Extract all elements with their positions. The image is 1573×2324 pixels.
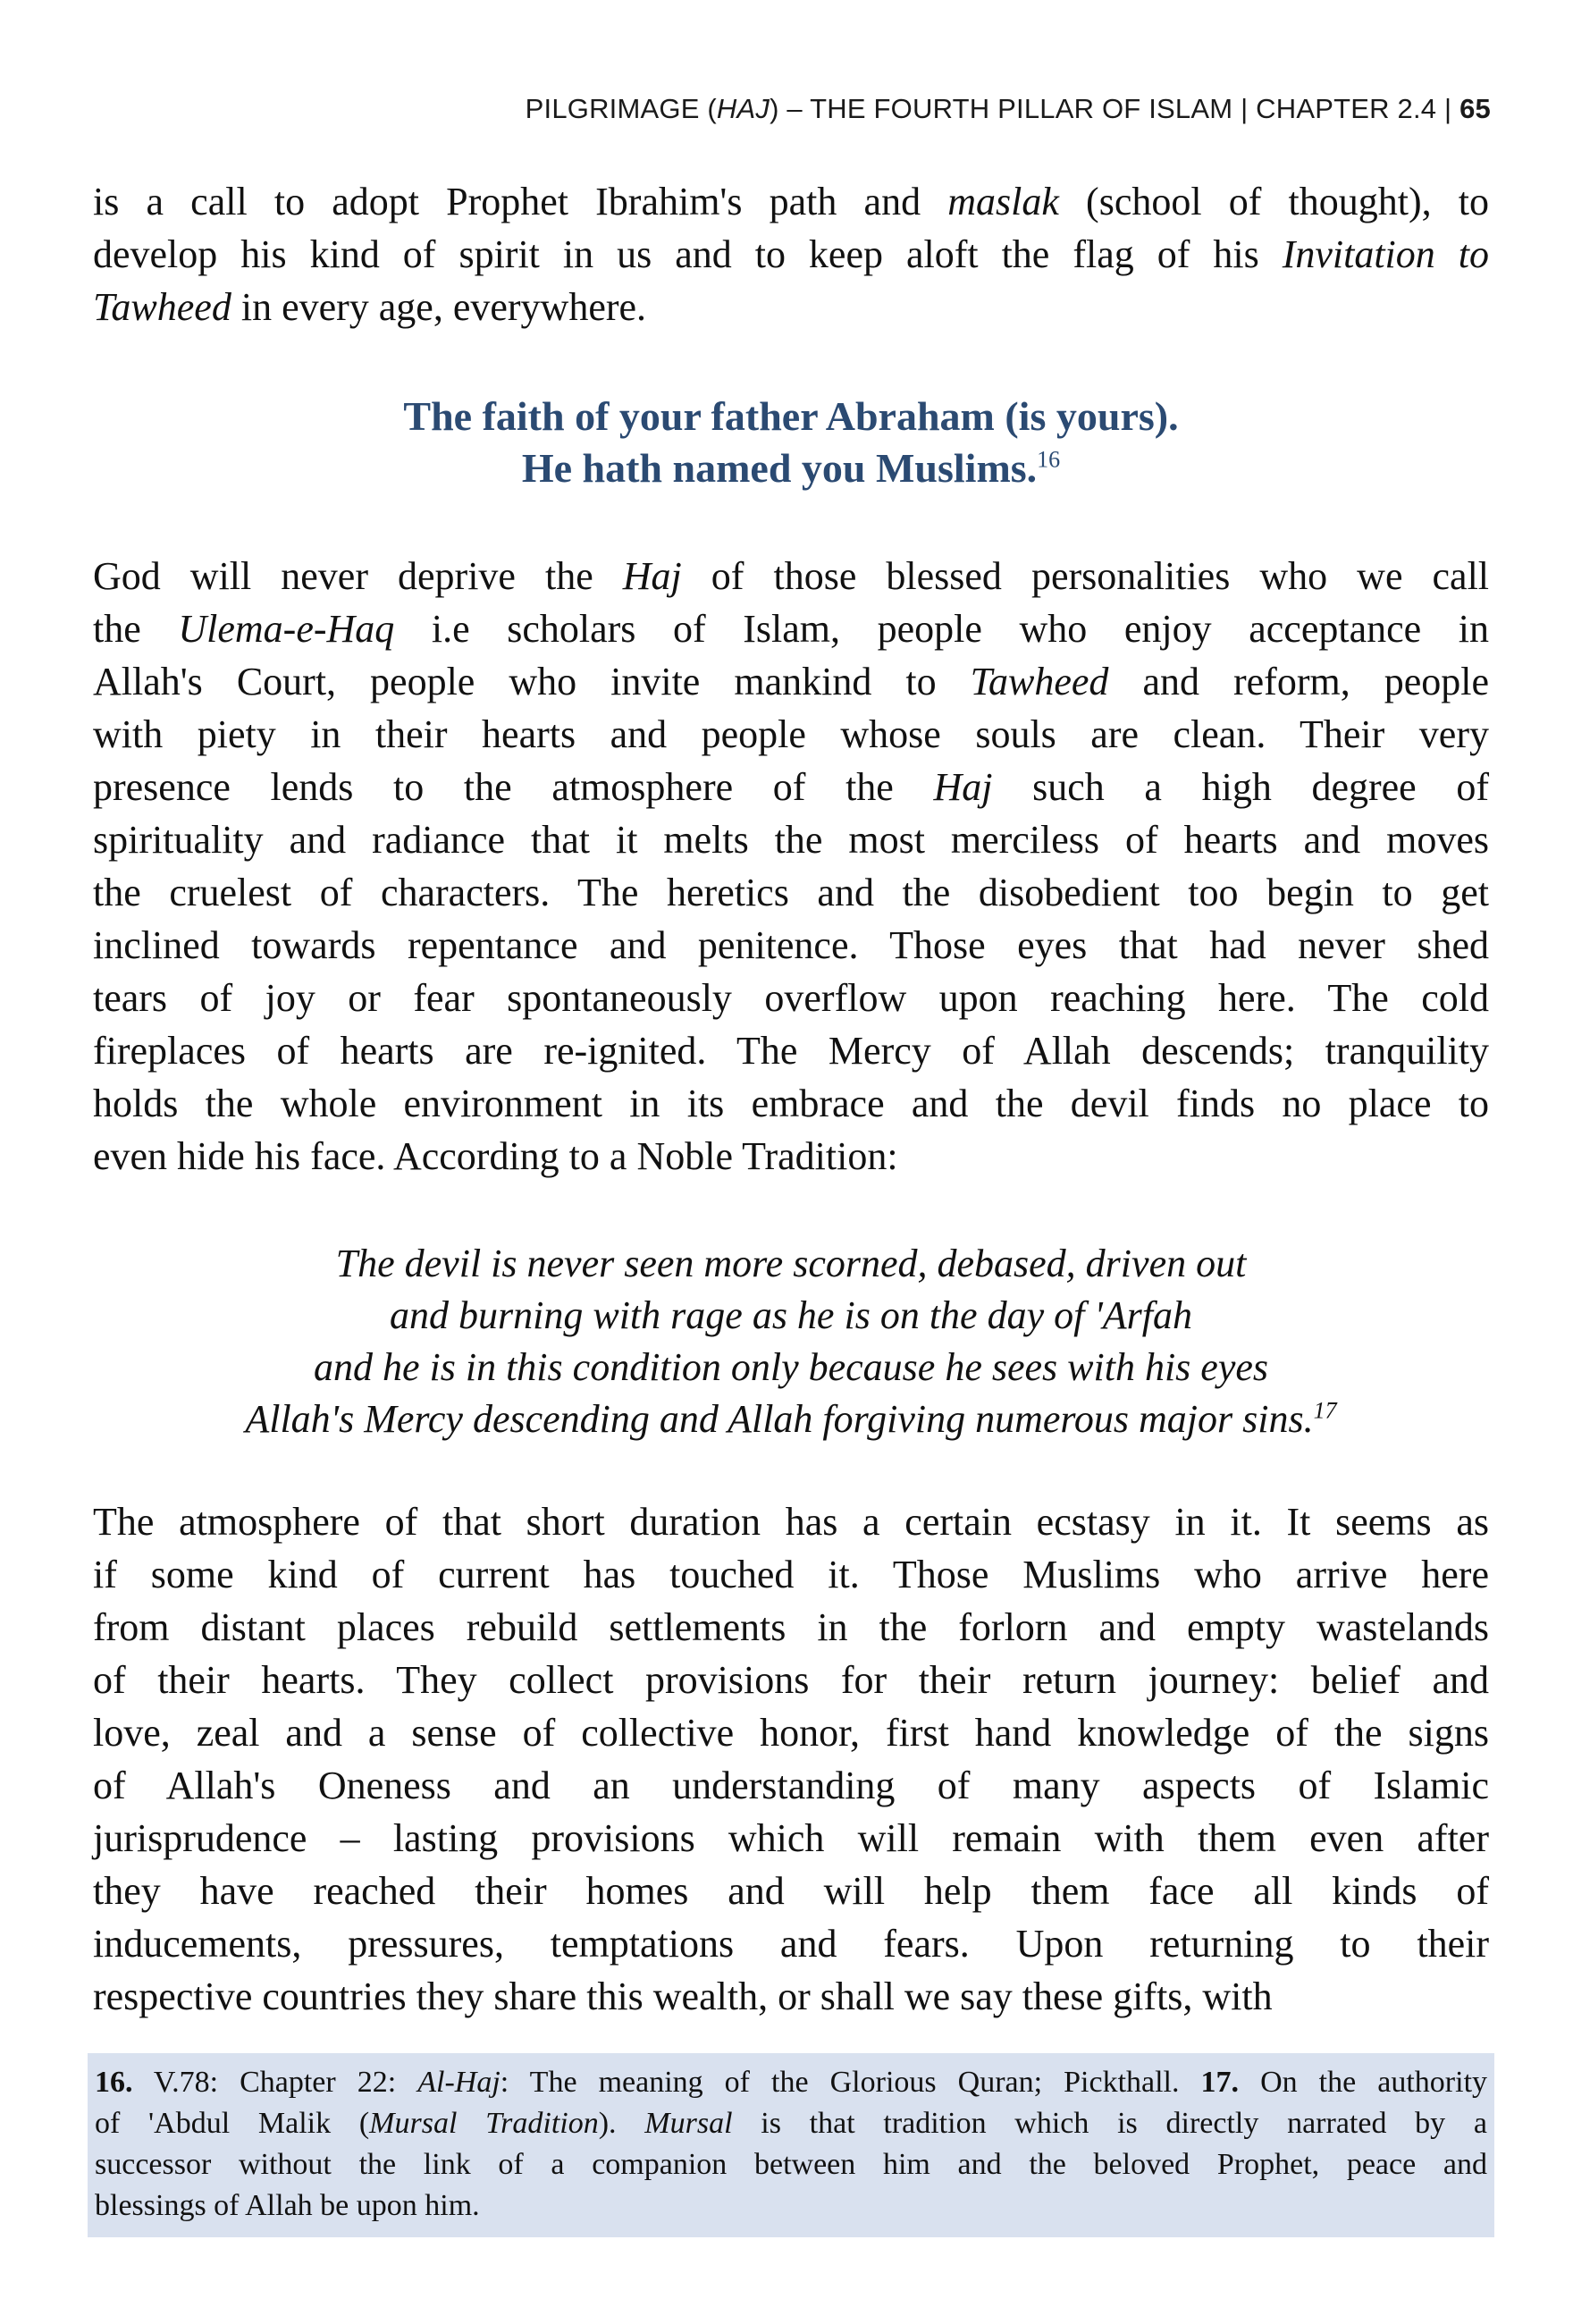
quran-verse-quote: The faith of your father Abraham (is yours). He hath named you Muslims.$^{16}$ [403,393,1179,491]
footnote-16: 16. V.78: Chapter 22: Al-Haj: The meaning of the Glorious Quran; Pickthall. 17. On the authority [95,2066,1488,2099]
footnotes-box: 16. V.78: Chapter 22: Al-Haj: The meaning of the Glorious Quran; Pickthall. 17. On the authority of 'Abdul Malik (Mursal Tradition). Mursal is that tradition which is directly narrated by a successor without the link of a companion between him and the beloved Prophet, peace and blessings of Allah be upon him. [88,2053,1494,2237]
footnote-ref-17: 17 [1313,1397,1337,1424]
noble-tradition-quote: The devil is never seen more scorned, debased, driven out and burning with rage as he is on the day of 'Arfah and he is in this condition only because he sees with his eyes Allah's Mercy descending and Allah forgiving numerous major sins.$^{17}$ [245,1242,1337,1441]
footnote-ref-16: 16 [1037,446,1061,473]
paragraph-3: The atmosphere of that short duration has a certain ecstasy in it. It seems as if some kind of current has touched it. Those Muslims who arrive here from distant places rebuild settlements in the forlorn and empty wastelands of their hearts. They collect provisions for their return journey: belief and love, zeal and a sense of collective honor, first hand knowledge of the signs of Allah's Oneness and an understanding of many aspects of Islamic jurisprudence – lasting provisions which will remain with them even after they have reached their homes and will help them face all kinds of inducements, pressures, temptations and fears. Upon returning to their respective countries they share this wealth, or shall we say these gifts, with [93,1500,1489,2018]
paragraph-2: God will never deprive the Haj of those blessed personalities who we call the Ulema-e-Haq i.e scholars of Islam, people who enjoy acceptance in Allah's Court, people who invite mankind to Tawheed and reform, people with piety in their hearts and people whose souls are clean. Their very presence lends to the atmosphere of the Haj such a high degree of spirituality and radiance that it melts the most merciless of hearts and moves the cruelest of characters. The heretics and the disobedient too begin to get inclined towards repentance and penitence. Those eyes that had never shed tears of joy or fear spontaneously overflow upon reaching here. The cold fireplaces of hearts are re-ignited. The Mercy of Allah descends; tranquility holds the whole environment in its embrace and the devil finds no place to even hide his face. According to a Noble Tradition: [93,554,1490,1178]
footnote-17: of 'Abdul Malik (Mursal Tradition). Mursal is that tradition which is directly narrated by a [95,2107,1487,2140]
running-title: PILGRIMAGE (HAJ) – THE FOURTH PILLAR OF ISLAM [525,93,1233,124]
chapter-label: CHAPTER 2.4 [1256,93,1437,124]
page-number: 65 [1459,93,1491,124]
running-header: PILGRIMAGE (HAJ) – THE FOURTH PILLAR OF ISLAM | CHAPTER 2.4 | 65 [525,93,1491,124]
paragraph-1: is a call to adopt Prophet Ibrahim's path and maslak (school of thought), to develop his kind of spirit in us and to keep aloft the flag of his Invitation to Tawheed in every age, everywhere. [93,180,1490,329]
page-body [93,175,1489,2023]
